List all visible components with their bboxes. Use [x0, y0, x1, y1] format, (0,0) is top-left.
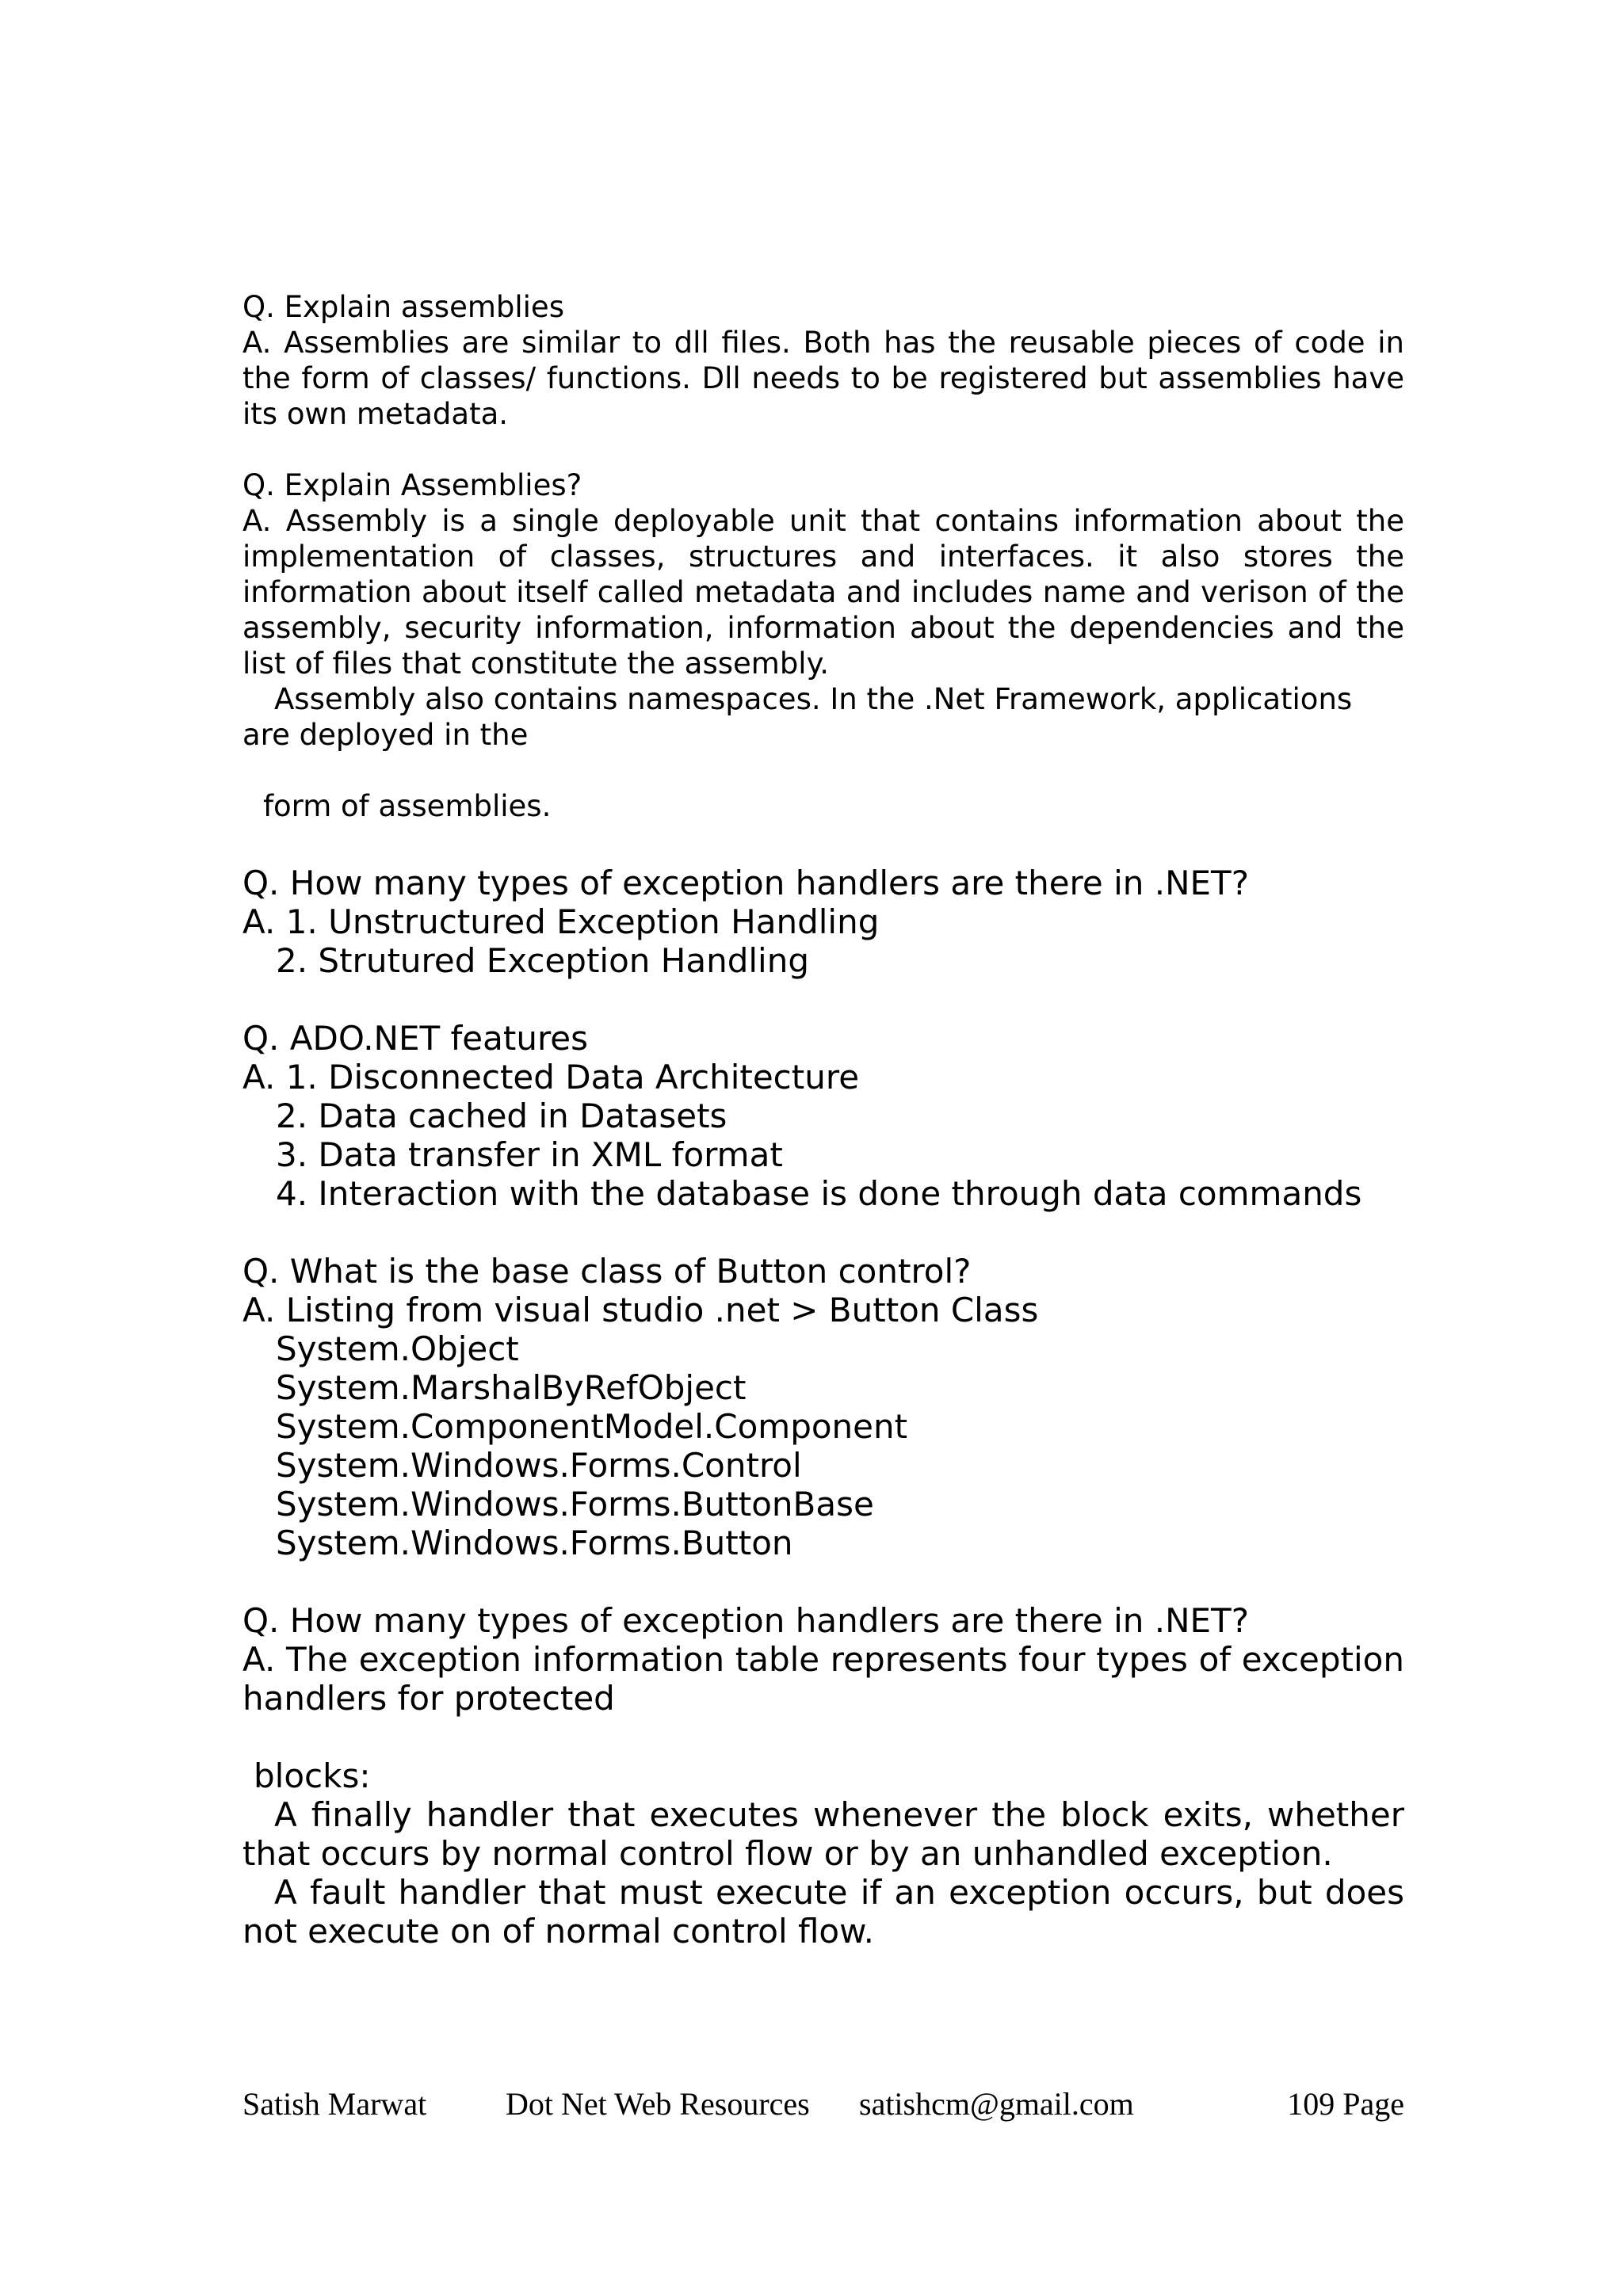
qa-adonet-features	[242, 1019, 1404, 1213]
footer-author: Satish Marwat	[242, 2086, 427, 2122]
answer-continuation: Assembly also contains namespaces. In the .Net Framework, applications are deployed in the	[242, 682, 1353, 752]
answer-continuation: blocks:	[254, 1756, 371, 1795]
qa-exception-handlers	[242, 864, 1404, 980]
page-footer	[242, 2085, 1404, 2125]
answer-item: 4. Interaction with the database is done through data commands	[276, 1174, 1362, 1213]
question: Q. How many types of exception handlers are there in .NET?	[242, 1601, 1249, 1640]
answer-item: A. 1. Unstructured Exception Handling	[242, 902, 880, 941]
class-hierarchy-item: System.ComponentModel.Component	[276, 1407, 908, 1446]
answer-item: 2. Data cached in Datasets	[276, 1097, 727, 1135]
answer: A. The exception information table represents four types of exception handlers for protected	[242, 1640, 1404, 1718]
handler-description: A fault handler that must execute if an exception occurs, but does not execute on of normal control flow.	[242, 1873, 1404, 1951]
answer: A. Assemblies are similar to dll files. Both has the reusable pieces of code in the form of classes/ functions. Dll needs to be registered but assemblies have its own metadata.	[242, 326, 1404, 431]
answer-item: A. 1. Disconnected Data Architecture	[242, 1058, 860, 1097]
class-hierarchy-item: System.Windows.Forms.ButtonBase	[276, 1485, 874, 1524]
class-hierarchy-item: System.MarshalByRefObject	[276, 1368, 747, 1407]
footer-title: Dot Net Web Resources	[506, 2086, 810, 2122]
qa-button-base-class	[242, 1252, 1404, 1562]
qa-exception-handler-types	[242, 1601, 1404, 1951]
qa-assemblies	[242, 289, 1404, 432]
question: Q. ADO.NET features	[242, 1019, 589, 1058]
answer: A. Assembly is a single deployable unit that contains information about the implementation of classes, structures and interfaces. it also stores the information about itself called metadata and includes name and verison of the assembly, security information, information about the dependencies and the list of files that constitute the assembly.	[242, 504, 1404, 681]
class-hierarchy-item: System.Windows.Forms.Button	[276, 1524, 793, 1562]
answer-item: 2. Strutured Exception Handling	[276, 941, 809, 980]
answer-item: 3. Data transfer in XML format	[276, 1135, 783, 1174]
class-hierarchy-item: System.Windows.Forms.Control	[276, 1446, 802, 1485]
answer: A. Listing from visual studio .net > Button Class	[242, 1291, 1039, 1329]
page-content	[242, 289, 1404, 1951]
qa-assemblies-detail	[242, 467, 1404, 824]
answer-continuation-2: form of assemblies.	[263, 789, 552, 823]
question: Q. How many types of exception handlers are there in .NET?	[242, 864, 1249, 902]
footer-email: satishcm@gmail.com	[859, 2086, 1134, 2122]
footer-page-number: 109 Page	[1287, 2086, 1404, 2122]
handler-description: A finally handler that executes whenever the block exits, whether that occurs by normal control flow or by an unhandled exception.	[242, 1795, 1404, 1873]
question: Q. Explain Assemblies?	[242, 468, 582, 502]
question: Q. Explain assemblies	[242, 290, 564, 324]
class-hierarchy-item: System.Object	[276, 1329, 519, 1368]
question: Q. What is the base class of Button control?	[242, 1252, 972, 1291]
